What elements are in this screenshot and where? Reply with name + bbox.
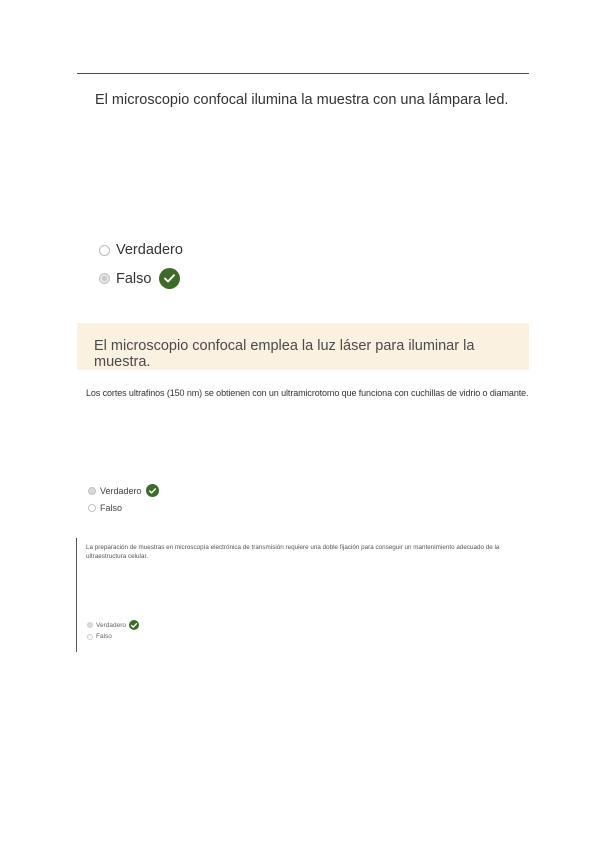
question-3-left-border	[76, 538, 77, 652]
question-3-option-verdadero[interactable]	[87, 620, 139, 630]
question-2-option-verdadero[interactable]	[88, 484, 159, 497]
question-3-option-falso[interactable]	[87, 633, 112, 640]
check-circle-icon	[159, 268, 180, 289]
option-label: Verdadero	[96, 621, 126, 629]
option-label: Verdadero	[116, 242, 183, 258]
option-label: Verdadero	[100, 485, 142, 496]
radio-button-icon[interactable]	[99, 273, 110, 284]
question-3-text: La preparación de muestras en microscopía electrónica de transmisión requiere una doble fijación para conseguir un mantenimiento adecuado de la ultraestructura celular.	[86, 544, 500, 560]
option-label: Falso	[100, 503, 123, 513]
question-1-option-falso[interactable]	[99, 268, 180, 289]
feedback-box	[77, 323, 529, 370]
feedback-text: El microscopio confocal emplea la luz láser para iluminar la muestra.	[94, 338, 475, 370]
radio-button-icon[interactable]	[88, 487, 96, 495]
question-1-option-verdadero[interactable]	[99, 242, 183, 258]
radio-button-icon[interactable]	[99, 245, 110, 256]
top-divider	[77, 73, 529, 74]
question-2-text: Los cortes ultrafinos (150 nm) se obtienen con un ultramicrotomo que funciona con cuchillas de vidrio o diamante.	[86, 388, 529, 398]
radio-button-icon[interactable]	[87, 622, 93, 628]
option-label: Falso	[96, 633, 112, 640]
option-label: Falso	[116, 270, 152, 287]
question-1-text: El microscopio confocal ilumina la muestra con una lámpara led.	[95, 92, 509, 108]
check-circle-icon	[146, 484, 159, 497]
radio-button-icon[interactable]	[88, 504, 96, 512]
radio-button-icon[interactable]	[87, 634, 93, 640]
question-2-option-falso[interactable]	[88, 503, 122, 513]
check-circle-icon	[129, 620, 139, 630]
